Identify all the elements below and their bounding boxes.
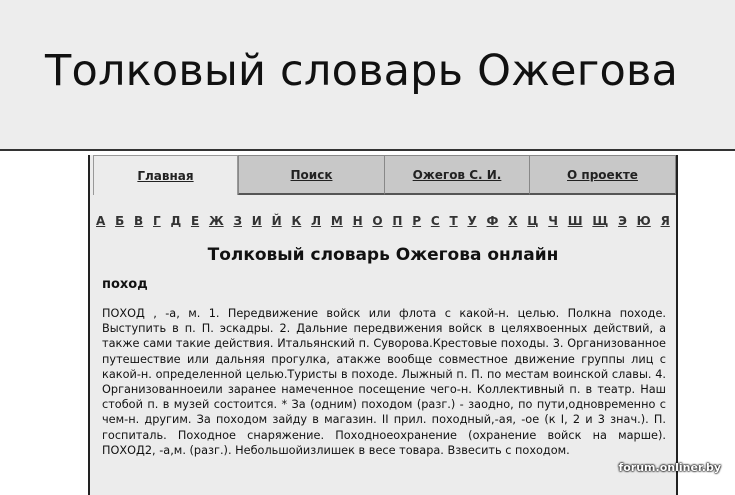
- letter-link[interactable]: Р: [412, 214, 422, 228]
- letter-link[interactable]: У: [467, 214, 477, 228]
- letter-link[interactable]: Е: [190, 214, 200, 228]
- tab-about[interactable]: О проекте: [529, 155, 676, 195]
- letter-link[interactable]: Г: [153, 214, 161, 228]
- alphabet-index: [96, 214, 670, 228]
- definition-text: ПОХОД , -а, м. 1. Передвижение войск или флота с какой-н. целью. Полкна походе. Выступить в п. П. эскадры. 2. Дальние передвижения войск в целяхвоенных действий, а также сами такие действия. Итальянский п. Суворова.Крестовые походы. 3. Организованное путешествие или дальняя прогулка, атакже вообще совместное движение группы лиц с какой-н. определенной целью.Туристы в походе. Лыжный п. П. по местам воинской славы. 4. Организованноеили заранее намеченное посещение чего-н. Коллективный п. в театр. Наш стобой п. в музей состоится. * За (одним) походом (разг.) - заодно, по пути,одновременно с чем-н. другим. За походом зайду в магазин. II прил. походный,-ая, -ое (к I, 2 и 3 знач.). П. госпиталь. Походное снаряжение. Походноеохранение (охранение войск на марше). ПОХОД2, -а,м. (разг.). Небольшойизлишек в весе товара. Взвесить с походом.: [102, 307, 666, 457]
- letter-link[interactable]: Б: [115, 214, 125, 228]
- letter-link[interactable]: К: [291, 214, 302, 228]
- letter-link[interactable]: Ч: [548, 214, 558, 228]
- letter-link[interactable]: О: [372, 214, 383, 228]
- watermark: forum.onliner.by: [618, 461, 721, 474]
- letter-link[interactable]: Ш: [567, 214, 583, 228]
- letter-link[interactable]: З: [233, 214, 242, 228]
- letter-link[interactable]: Й: [271, 214, 282, 228]
- letter-link[interactable]: Д: [170, 214, 182, 228]
- content-panel: [88, 155, 678, 495]
- letter-link[interactable]: Н: [352, 214, 363, 228]
- letter-link[interactable]: А: [96, 214, 106, 228]
- letter-link[interactable]: Ц: [527, 214, 539, 228]
- letter-link[interactable]: Я: [660, 214, 670, 228]
- tab-ozhegov[interactable]: Ожегов С. И.: [384, 155, 530, 195]
- letter-link[interactable]: Щ: [592, 214, 609, 228]
- tab-search[interactable]: Поиск: [238, 155, 385, 195]
- word-heading: поход: [102, 277, 148, 292]
- letter-link[interactable]: И: [251, 214, 262, 228]
- letter-link[interactable]: Ю: [636, 214, 651, 228]
- tab-home[interactable]: Главная: [93, 155, 238, 195]
- letter-link[interactable]: В: [134, 214, 144, 228]
- letter-link[interactable]: Л: [311, 214, 322, 228]
- site-header: [0, 0, 735, 151]
- letter-link[interactable]: Ф: [486, 214, 499, 228]
- letter-link[interactable]: Э: [618, 214, 627, 228]
- site-title: Толковый словарь Ожегова: [45, 46, 679, 96]
- letter-link[interactable]: Х: [508, 214, 518, 228]
- letter-link[interactable]: М: [330, 214, 343, 228]
- letter-link[interactable]: С: [430, 214, 440, 228]
- letter-link[interactable]: Т: [449, 214, 458, 228]
- letter-link[interactable]: П: [392, 214, 403, 228]
- letter-link[interactable]: Ж: [208, 214, 224, 228]
- page-heading: Толковый словарь Ожегова онлайн: [207, 245, 559, 265]
- nav-tabs: [93, 155, 676, 196]
